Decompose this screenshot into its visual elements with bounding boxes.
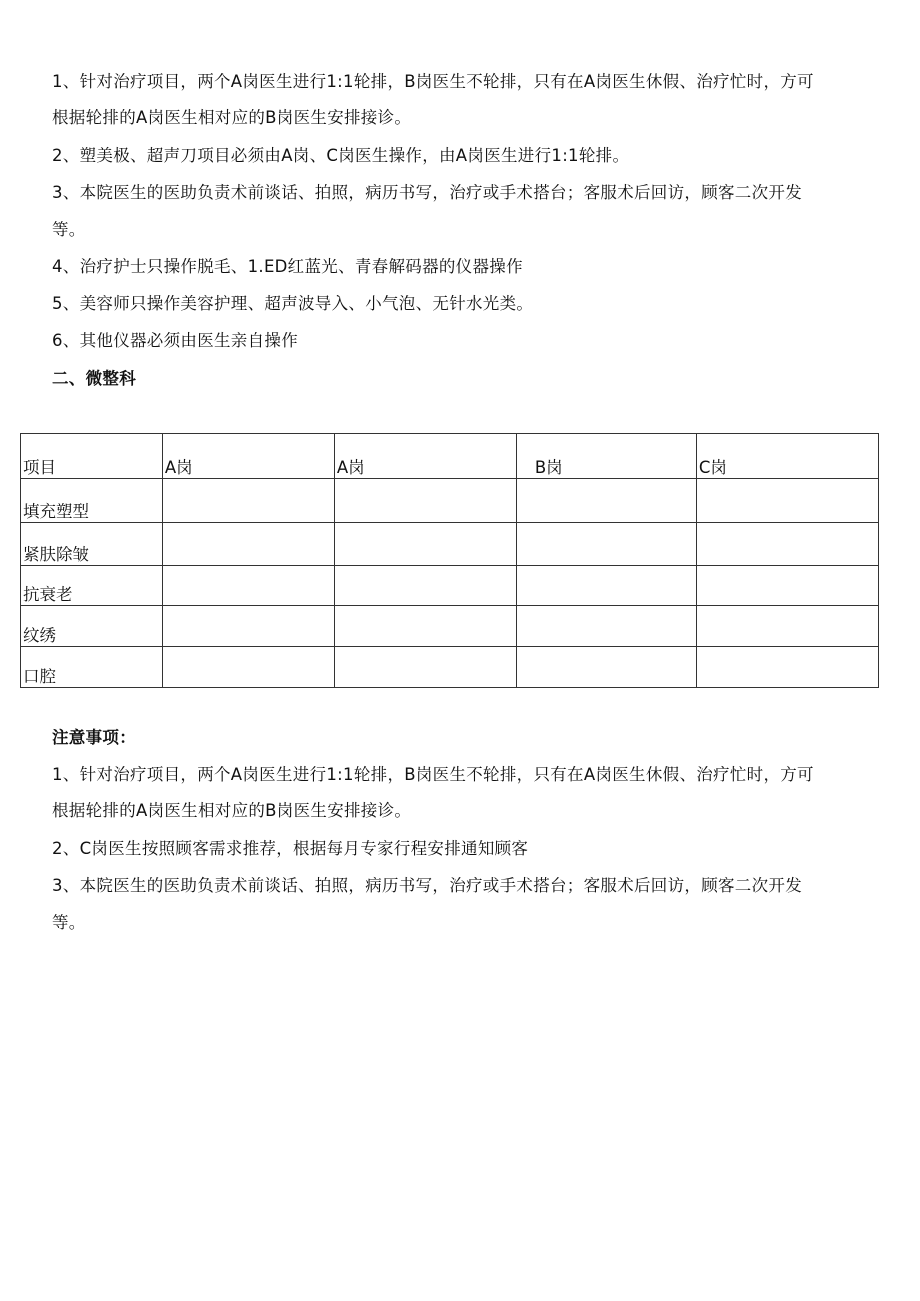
rule-line-4: 4、治疗护士只操作脱毛、1.ED红蓝光、青春解码器的仪器操作 bbox=[52, 257, 523, 276]
table-cell bbox=[696, 523, 878, 566]
table-cell bbox=[696, 647, 878, 688]
table-header-row bbox=[21, 434, 879, 479]
notes-title: 注意事项： bbox=[52, 728, 136, 747]
table-row bbox=[21, 647, 879, 688]
row-label: 纹绣 bbox=[21, 606, 163, 647]
table-row bbox=[21, 566, 879, 606]
table-cell bbox=[334, 606, 516, 647]
table-row bbox=[21, 479, 879, 523]
header-cell: B岗 bbox=[516, 434, 696, 479]
rule-line-1-cont: 根据轮排的A岗医生相对应的B岗医生安排接诊。 bbox=[52, 108, 412, 127]
row-label: 口腔 bbox=[21, 647, 163, 688]
table-cell bbox=[696, 479, 878, 523]
table-cell bbox=[696, 606, 878, 647]
note-line-3: 3、本院医生的医助负责术前谈话、拍照，病历书写，治疗或手术搭台；客服术后回访，顾客二次开发 bbox=[52, 876, 802, 895]
table-cell bbox=[516, 523, 696, 566]
table-cell bbox=[696, 566, 878, 606]
section-title: 二、微整科 bbox=[52, 369, 136, 388]
table-cell bbox=[516, 479, 696, 523]
row-label: 填充塑型 bbox=[21, 479, 163, 523]
rule-line-2: 2、塑美极、超声刀项目必须由A岗、C岗医生操作，由A岗医生进行1:1轮排。 bbox=[52, 146, 630, 165]
staff-table bbox=[20, 433, 879, 688]
note-line-1: 1、针对治疗项目，两个A岗医生进行1:1轮排，B岗医生不轮排，只有在A岗医生休假、治疗忙时，方可 bbox=[52, 765, 814, 784]
table-cell bbox=[162, 606, 334, 647]
rule-line-3-cont: 等。 bbox=[52, 220, 86, 239]
table-cell bbox=[334, 479, 516, 523]
row-label: 抗衰老 bbox=[21, 566, 163, 606]
table-cell bbox=[162, 566, 334, 606]
table-cell bbox=[334, 647, 516, 688]
note-line-1-cont: 根据轮排的A岗医生相对应的B岗医生安排接诊。 bbox=[52, 801, 412, 820]
row-label: 紧肤除皱 bbox=[21, 523, 163, 566]
rule-line-1: 1、针对治疗项目，两个A岗医生进行1:1轮排，B岗医生不轮排，只有在A岗医生休假、治疗忙时，方可 bbox=[52, 72, 814, 91]
table-cell bbox=[516, 606, 696, 647]
header-cell: A岗 bbox=[334, 434, 516, 479]
table-cell bbox=[162, 479, 334, 523]
table-cell bbox=[334, 523, 516, 566]
note-line-3-cont: 等。 bbox=[52, 913, 86, 932]
header-cell: C岗 bbox=[696, 434, 878, 479]
header-cell: A岗 bbox=[162, 434, 334, 479]
table-cell bbox=[162, 523, 334, 566]
header-cell: 项目 bbox=[21, 434, 163, 479]
note-line-2: 2、C岗医生按照顾客需求推荐，根据每月专家行程安排通知顾客 bbox=[52, 839, 529, 858]
table-row bbox=[21, 606, 879, 647]
rule-line-6: 6、其他仪器必须由医生亲自操作 bbox=[52, 331, 298, 350]
table-cell bbox=[162, 647, 334, 688]
rule-line-3: 3、本院医生的医助负责术前谈话、拍照，病历书写，治疗或手术搭台；客服术后回访，顾客二次开发 bbox=[52, 183, 802, 202]
rule-line-5: 5、美容师只操作美容护理、超声波导入、小气泡、无针水光类。 bbox=[52, 294, 534, 313]
table-cell bbox=[516, 566, 696, 606]
table-row bbox=[21, 523, 879, 566]
table-cell bbox=[334, 566, 516, 606]
table-cell bbox=[516, 647, 696, 688]
